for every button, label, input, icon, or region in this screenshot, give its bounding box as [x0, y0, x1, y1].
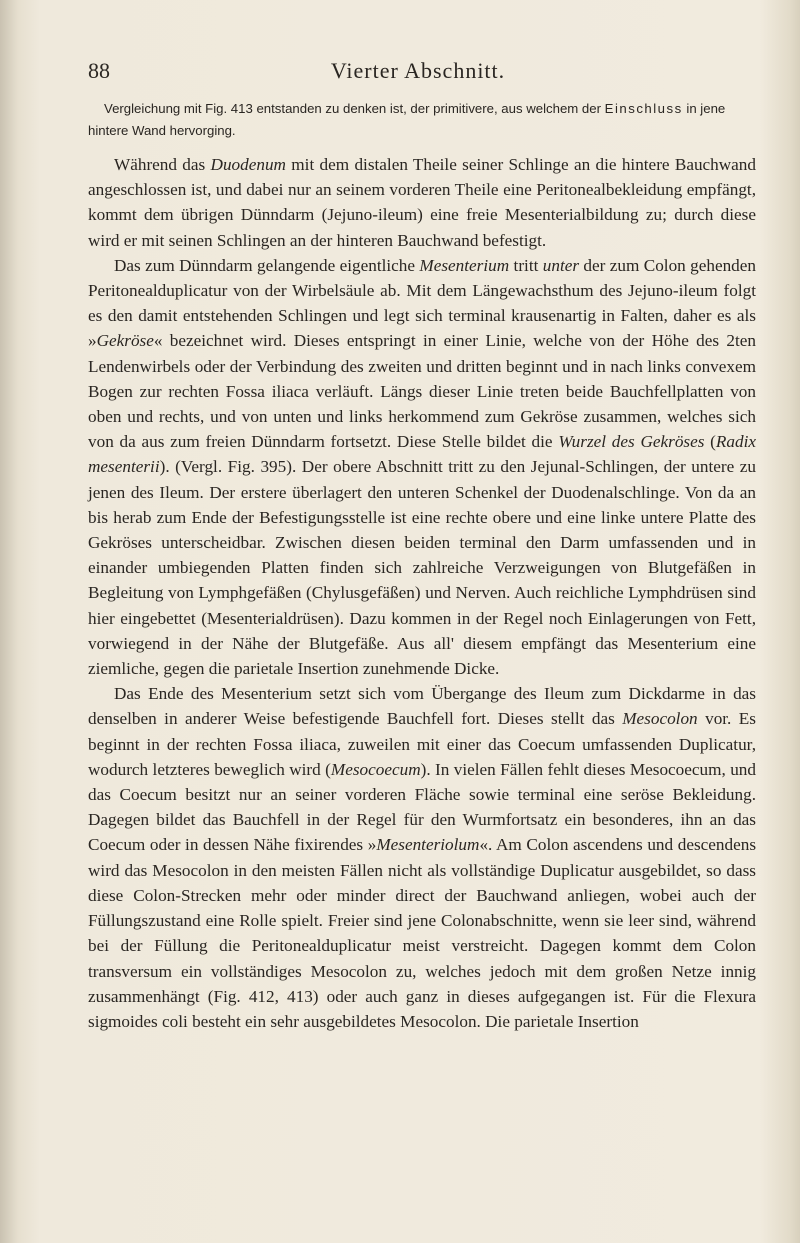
paragraph-mesocolon [88, 681, 756, 1034]
text-run: tritt [509, 255, 543, 275]
text-run: Das zum Dünndarm gelangende eigentliche [114, 255, 420, 275]
italic-term: unter [542, 255, 580, 275]
caption-text-end: in jene hintere Wand hervorging. [88, 101, 726, 138]
text-run: Das Ende des Mesenterium setzt sich vom Übergange des Ileum zum Dickdarme in das denselben in anderer Weise befestigende Bauchfell fort. Dieses stellt das [88, 684, 756, 729]
body-text [88, 152, 756, 1034]
paragraph-duodenum [88, 152, 756, 253]
page-number: 88 [88, 58, 110, 83]
caption-spaced-word: Einschluss [604, 101, 683, 116]
italic-term: Radix mesenterii [88, 432, 756, 477]
text-run: « bezeichnet wird. Dieses entspringt in einer Linie, welche von der Höhe des 2ten Lendenwirbels oder der Verbindung des zweiten und dritten beginnt und in nach links convexem Bogen zur rechten Fossa iliaca verläuft. Längs dieser Linie treten beide Bauchfellplatten von oben und rechts, und von unten und links herkommend zum Gekröse zusammen, welches sich von da aus zum freien Dünndarm fortsetzt. Diese Stelle bildet die [88, 331, 756, 452]
italic-term: Gekröse [96, 331, 154, 351]
text-run: ( [704, 432, 716, 452]
paragraph-mesenterium [88, 253, 756, 681]
text-run: ). (Vergl. Fig. 395). Der obere Abschnitt tritt zu den Jejunal-Schlingen, der untere zu jenen des Ileum. Der erstere überlagert den unteren Schenkel der Duodenalschlinge. Von da an bis herab zum Ende der Befestigungsstelle ist eine rechte obere und eine linke untere Platte des Gekröses unterscheidbar. Zwischen diesen beiden terminal den Darm umfassenden und in einander umbiegenden Platten finden sich zahlreiche Verzweigungen von Blutgefäßen in Begleitung von Lymphgefäßen (Chylusgefäßen) und Nerven. Auch reichliche Lymphdrüsen sind hier eingebettet (Mesenterialdrüsen). Dazu kommen in der Regel noch Einlagerungen von Fett, vorwiegend in der Nähe der Blutgefäße. Aus all' diesem empfängt das Mesenterium eine ziemliche, gegen die parietale Insertion zunehmende Dicke. [88, 457, 756, 679]
text-run: Während das [114, 155, 211, 174]
text-run: «. Am Colon ascendens und descendens wird das Mesocolon in den meisten Fällen nicht als vollständige Duplicatur ausgebildet, so dass diese Colon-Strecken mehr oder minder direct der Bauchwand anliegen, wobei auch der Füllungszustand eine Rolle spielt. Freier sind jene Colonabschnitte, wenn sie leer sind, während bei der Füllung die Peritonealduplicatur meist verstreicht. Dagegen kommt dem Colon transversum ein vollständiges Mesocolon zu, welches jedoch mit dem großen Netze innig zusammenhängt (Fig. 412, 413) oder auch ganz in dieses aufgegangen ist. Für die Flexura sigmoides coli besteht ein sehr ausgebildetes Mesocolon. Die parietale Insertion [88, 835, 757, 1031]
italic-term: Mesocoecum [330, 759, 421, 779]
running-title: Vierter Abschnitt. [330, 58, 506, 83]
text-run: mit dem distalen Theile seiner Schlinge an die hintere Bauchwand angeschlossen ist, und dabei nur an seinem vorderen Theile eine Peritonealbekleidung empfängt, kommt dem übrigen Dünndarm (Jejuno-ileum) eine freie Mesenterialbildung zu; durch diese wird er mit seinen Schlingen an der hinteren Bauchwand befestigt. [88, 155, 756, 250]
italic-term: Mesenterium [419, 255, 510, 275]
italic-term: Duodenum [210, 155, 286, 174]
text-run: der zum Colon gehenden Peritonealduplicatur von der Wirbelsäule ab. Mit dem Längewachsthum des Jejuno-ileum folgt es den damit entstehenden Schlingen und legt sich terminal krausenartig in Falten, daher es als » [88, 255, 756, 351]
text-run: ). In vielen Fällen fehlt dieses Mesocoecum, und das Coecum besitzt nur an seiner vorderen Fläche sowie terminal eine seröse Bekleidung. Dagegen bildet das Bauchfell in der Regel für den Wurmfortsatz ein besonderes, ihn an das Coecum oder in dessen Nähe fixirendes » [88, 759, 756, 855]
italic-term: Mesenteriolum [376, 835, 480, 855]
text-run: vor. Es beginnt in der rechten Fossa iliaca, zuweilen mit einer das Coecum umfassenden Duplicatur, wodurch letzteres beweglich wird ( [88, 709, 756, 779]
italic-term: Wurzel des Gekröses [558, 432, 705, 452]
caption-text: Vergleichung mit Fig. 413 entstanden zu denken ist, der primitivere, aus welchem der [104, 101, 601, 116]
italic-term: Mesocolon [622, 709, 698, 729]
page-header [88, 58, 748, 88]
figure-caption-continuation [88, 98, 756, 142]
